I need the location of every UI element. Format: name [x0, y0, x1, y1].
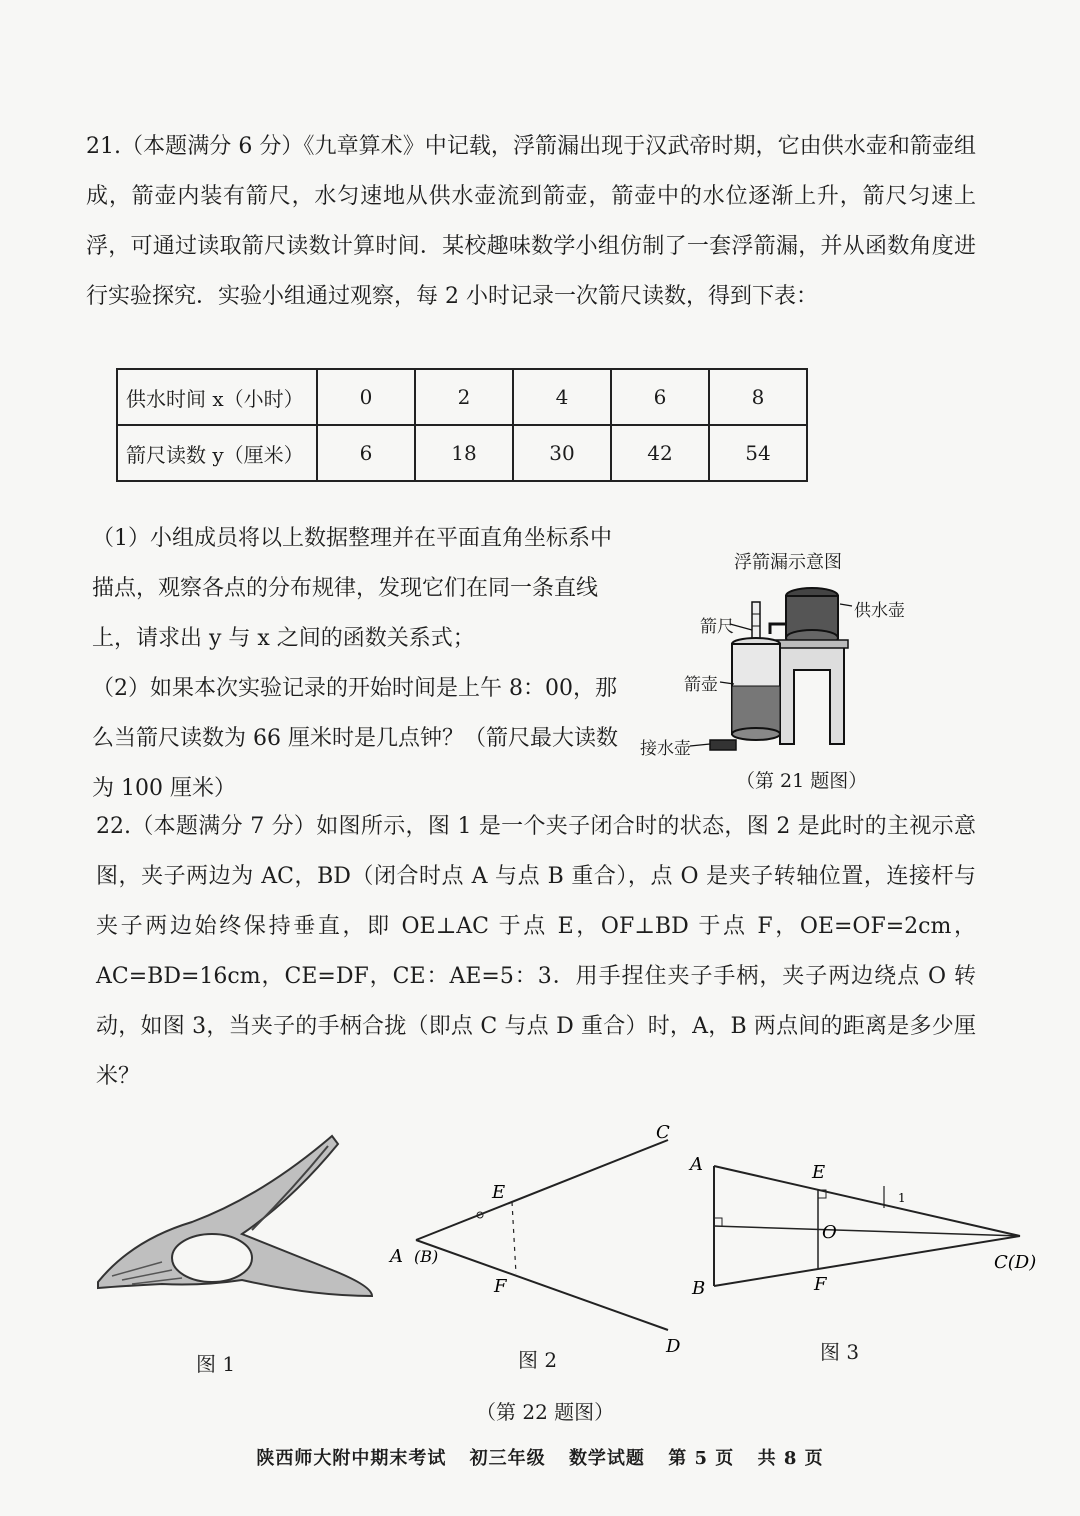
figure-1-caption: 图 1: [196, 1352, 236, 1376]
figure-21-title: 浮箭漏示意图: [734, 552, 842, 573]
segment-BD: [714, 1236, 1020, 1286]
figure-3-diagram: [680, 1146, 1060, 1326]
table-cell: 8: [709, 369, 807, 425]
figure-3-caption: 图 3: [820, 1340, 860, 1364]
point-F-label: F: [814, 1274, 827, 1295]
page-footer: [0, 1444, 1080, 1470]
footer-page: 第 5 页: [668, 1448, 735, 1469]
segment-BD: [416, 1240, 668, 1330]
point-O-label: O: [822, 1222, 837, 1243]
table-row: [117, 425, 807, 481]
arrow-pot-icon: [732, 638, 780, 740]
arrow-pot-label: 箭壶: [684, 675, 718, 695]
data-table: [116, 368, 808, 482]
point-B-label: (B): [414, 1247, 439, 1266]
table-cell: 0: [317, 369, 415, 425]
table-cell: 6: [611, 369, 709, 425]
table-cell: 42: [611, 425, 709, 481]
figure-22-caption: （第 22 题图）: [476, 1400, 615, 1424]
table-cell: 30: [513, 425, 611, 481]
table-cell: 4: [513, 369, 611, 425]
table-row: [117, 369, 807, 425]
point-E-label: E: [812, 1162, 826, 1183]
table-row-header: 箭尺读数 y（厘米）: [117, 425, 317, 481]
supply-pot-icon: [776, 588, 848, 744]
segment-AC: [416, 1140, 668, 1240]
receiver-pot-icon: [710, 740, 736, 750]
point-F-label: F: [494, 1276, 507, 1297]
ruler-label: 箭尺: [700, 617, 734, 637]
table-cell: 18: [415, 425, 513, 481]
figure-2-caption: 图 2: [518, 1348, 558, 1372]
point-B-label: B: [692, 1278, 706, 1299]
point-A-label: A: [690, 1154, 703, 1175]
point-A-label: A: [390, 1246, 403, 1267]
table-cell: 6: [317, 425, 415, 481]
footer-school: 陕西师大附中期末考试: [256, 1448, 447, 1469]
footer-subject: 数学试题: [568, 1448, 645, 1469]
table-cell: 54: [709, 425, 807, 481]
question-21-part-1: （1）小组成员将以上数据整理并在平面直角坐标系中描点，观察各点的分布规律，发现它们在同一条直线上，请求出 y 与 x 之间的函数关系式；: [92, 526, 612, 651]
point-C-label: C: [656, 1122, 670, 1143]
question-21-text: 21.（本题满分 6 分）《九章算术》中记载，浮箭漏出现于汉武帝时期，它由供水壶和箭壶组成，箭壶内装有箭尺，水匀速地从供水壶流到箭壶，箭壶中的水位逐渐上升，箭尺匀速上浮，可通过读取箭尺读数计算时间．某校趣味数学小组仿制了一套浮箭漏，并从函数角度进行实验探究．实验小组通过观察，每 2 小时记录一次箭尺读数，得到下表：: [86, 134, 976, 309]
footer-grade: 初三年级: [469, 1448, 546, 1469]
figure-21-caption: （第 21 题图）: [736, 770, 868, 792]
point-D-label: D: [666, 1336, 681, 1357]
question-21-part-2: （2）如果本次实验记录的开始时间是上午 8：00，那么当箭尺读数为 66 厘米时是几点钟？（箭尺最大读数为 100 厘米）: [92, 676, 618, 801]
point-E-label: E: [492, 1182, 506, 1203]
table-cell: 2: [415, 369, 513, 425]
question-22-text: 22.（本题满分 7 分）如图所示，图 1 是一个夹子闭合时的状态，图 2 是此时的主视示意图，夹子两边为 AC，BD（闭合时点 A 与点 B 重合），点 O 是夹子转轴位置，连接杆与夹子两边始终保持垂直，即 OE⊥AC 于点 E，OF⊥BD 于点 F，OE=OF=2cm，AC=BD=16cm，CE=DF，CE：AE=5：3．用手捏住夹子手柄，夹子两边绕点 O 转动，如图 3，当夹子的手柄合拢（即点 C 与点 D 重合）时，A，B 两点间的距离是多少厘米？: [96, 814, 976, 1089]
segment-midline: [714, 1226, 1020, 1236]
table-row-header: 供水时间 x（小时）: [117, 369, 317, 425]
supply-pot-label: 供水壶: [854, 601, 905, 621]
clip-illustration: [92, 1130, 382, 1320]
segment-AC: [714, 1166, 1020, 1236]
segment-EF: [512, 1202, 516, 1274]
footer-total: 共 8 页: [757, 1448, 824, 1469]
angle-1-label: 1: [898, 1191, 906, 1205]
receiver-pot-label: 接水壶: [640, 739, 691, 759]
point-CD-label: C(D): [994, 1252, 1037, 1273]
figure-2-diagram: [380, 1120, 700, 1360]
